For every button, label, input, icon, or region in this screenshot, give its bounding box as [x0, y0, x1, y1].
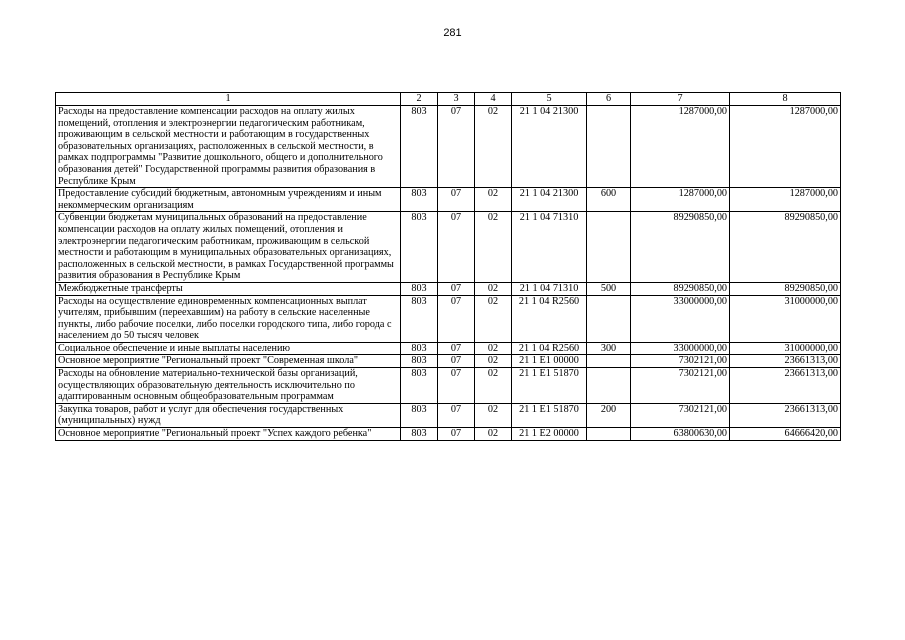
cell-section-code: 07 — [438, 282, 475, 295]
table-row — [56, 368, 841, 404]
cell-section-code: 07 — [438, 106, 475, 188]
cell-amount-year-2: 23661313,00 — [730, 355, 841, 368]
cell-section-code: 07 — [438, 355, 475, 368]
table-row — [56, 212, 841, 283]
budget-table — [55, 92, 841, 441]
cell-name: Расходы на осуществление единовременных компенсационных выплат учителям, прибывшим (переехавшим) на работу в сельские населенные пункты, либо рабочие поселки, либо поселки городского типа, либо города с населением до 50 тысяч человек — [56, 295, 401, 342]
cell-amount-year-1: 33000000,00 — [631, 342, 730, 355]
cell-subsection-code: 02 — [475, 355, 512, 368]
cell-ministry-code: 803 — [401, 212, 438, 283]
header-col-1: 1 — [56, 93, 401, 106]
page-number: 281 — [443, 27, 462, 39]
cell-ministry-code: 803 — [401, 355, 438, 368]
cell-amount-year-1: 33000000,00 — [631, 295, 730, 342]
table-row — [56, 403, 841, 427]
cell-subsection-code: 02 — [475, 342, 512, 355]
cell-amount-year-2: 23661313,00 — [730, 368, 841, 404]
table-row — [56, 428, 841, 441]
cell-name: Социальное обеспечение и иные выплаты населению — [56, 342, 401, 355]
table-row — [56, 282, 841, 295]
cell-target-article: 21 1 04 R2560 — [512, 295, 587, 342]
cell-section-code: 07 — [438, 188, 475, 212]
cell-amount-year-1: 7302121,00 — [631, 368, 730, 404]
header-col-7: 7 — [631, 93, 730, 106]
cell-ministry-code: 803 — [401, 368, 438, 404]
cell-expense-type: 500 — [587, 282, 631, 295]
cell-name: Предоставление субсидий бюджетным, автономным учреждениям и иным некоммерческим организациям — [56, 188, 401, 212]
header-row — [56, 93, 841, 106]
table-row — [56, 106, 841, 188]
cell-subsection-code: 02 — [475, 428, 512, 441]
cell-section-code: 07 — [438, 368, 475, 404]
cell-expense-type — [587, 368, 631, 404]
cell-name: Расходы на предоставление компенсации расходов на оплату жилых помещений, отопления и электроэнергии педагогическим работникам, проживающим в сельской местности и работающим в государственных образовательных организациях, расположенных в сельской местности, в рамках подпрограммы "Развитие дошкольного, общего и дополнительного образования детей" Государственной программы развития образования в Республике Крым — [56, 106, 401, 188]
cell-expense-type — [587, 106, 631, 188]
table-row — [56, 355, 841, 368]
cell-amount-year-1: 1287000,00 — [631, 188, 730, 212]
cell-expense-type: 300 — [587, 342, 631, 355]
cell-name: Расходы на обновление материально-технической базы организаций, осуществляющих образовательную деятельность исключительно по адаптированным основным общеобразовательным программам — [56, 368, 401, 404]
cell-subsection-code: 02 — [475, 295, 512, 342]
cell-expense-type: 200 — [587, 403, 631, 427]
cell-amount-year-1: 89290850,00 — [631, 282, 730, 295]
cell-amount-year-2: 1287000,00 — [730, 106, 841, 188]
cell-subsection-code: 02 — [475, 282, 512, 295]
cell-amount-year-2: 31000000,00 — [730, 295, 841, 342]
cell-expense-type — [587, 295, 631, 342]
cell-name: Закупка товаров, работ и услуг для обеспечения государственных (муниципальных) нужд — [56, 403, 401, 427]
cell-subsection-code: 02 — [475, 368, 512, 404]
cell-target-article: 21 1 04 R2560 — [512, 342, 587, 355]
cell-name: Межбюджетные трансферты — [56, 282, 401, 295]
header-col-4: 4 — [475, 93, 512, 106]
cell-subsection-code: 02 — [475, 212, 512, 283]
header-col-3: 3 — [438, 93, 475, 106]
header-col-8: 8 — [730, 93, 841, 106]
cell-target-article: 21 1 04 71310 — [512, 282, 587, 295]
header-col-2: 2 — [401, 93, 438, 106]
cell-amount-year-1: 63800630,00 — [631, 428, 730, 441]
cell-amount-year-2: 1287000,00 — [730, 188, 841, 212]
cell-target-article: 21 1 04 21300 — [512, 188, 587, 212]
cell-section-code: 07 — [438, 342, 475, 355]
cell-amount-year-2: 89290850,00 — [730, 212, 841, 283]
cell-name: Субвенции бюджетам муниципальных образований на предоставление компенсации расходов на оплату жилых помещений, отопления и электроэнергии педагогическим работникам, проживающим в сельской местности и работающим в муниципальных образовательных организациях, расположенных в сельской местности, в рамках Государственной программы развития образования в Республике Крым — [56, 212, 401, 283]
cell-section-code: 07 — [438, 212, 475, 283]
table-row — [56, 342, 841, 355]
cell-target-article: 21 1 04 71310 — [512, 212, 587, 283]
cell-section-code: 07 — [438, 295, 475, 342]
cell-amount-year-1: 1287000,00 — [631, 106, 730, 188]
cell-ministry-code: 803 — [401, 428, 438, 441]
cell-amount-year-2: 23661313,00 — [730, 403, 841, 427]
cell-subsection-code: 02 — [475, 403, 512, 427]
table-row — [56, 188, 841, 212]
cell-subsection-code: 02 — [475, 188, 512, 212]
cell-ministry-code: 803 — [401, 342, 438, 355]
cell-expense-type — [587, 355, 631, 368]
cell-section-code: 07 — [438, 403, 475, 427]
cell-amount-year-2: 64666420,00 — [730, 428, 841, 441]
cell-amount-year-2: 89290850,00 — [730, 282, 841, 295]
cell-amount-year-1: 89290850,00 — [631, 212, 730, 283]
cell-subsection-code: 02 — [475, 106, 512, 188]
cell-amount-year-1: 7302121,00 — [631, 403, 730, 427]
cell-name: Основное мероприятие "Региональный проект "Современная школа" — [56, 355, 401, 368]
cell-target-article: 21 1 E1 51870 — [512, 368, 587, 404]
cell-expense-type: 600 — [587, 188, 631, 212]
cell-target-article: 21 1 E2 00000 — [512, 428, 587, 441]
cell-section-code: 07 — [438, 428, 475, 441]
cell-expense-type — [587, 428, 631, 441]
cell-target-article: 21 1 E1 00000 — [512, 355, 587, 368]
cell-name: Основное мероприятие "Региональный проект "Успех каждого ребенка" — [56, 428, 401, 441]
cell-target-article: 21 1 E1 51870 — [512, 403, 587, 427]
cell-ministry-code: 803 — [401, 282, 438, 295]
cell-amount-year-2: 31000000,00 — [730, 342, 841, 355]
header-col-5: 5 — [512, 93, 587, 106]
header-col-6: 6 — [587, 93, 631, 106]
cell-ministry-code: 803 — [401, 403, 438, 427]
cell-target-article: 21 1 04 21300 — [512, 106, 587, 188]
cell-ministry-code: 803 — [401, 188, 438, 212]
cell-ministry-code: 803 — [401, 106, 438, 188]
cell-ministry-code: 803 — [401, 295, 438, 342]
table-row — [56, 295, 841, 342]
cell-amount-year-1: 7302121,00 — [631, 355, 730, 368]
cell-expense-type — [587, 212, 631, 283]
